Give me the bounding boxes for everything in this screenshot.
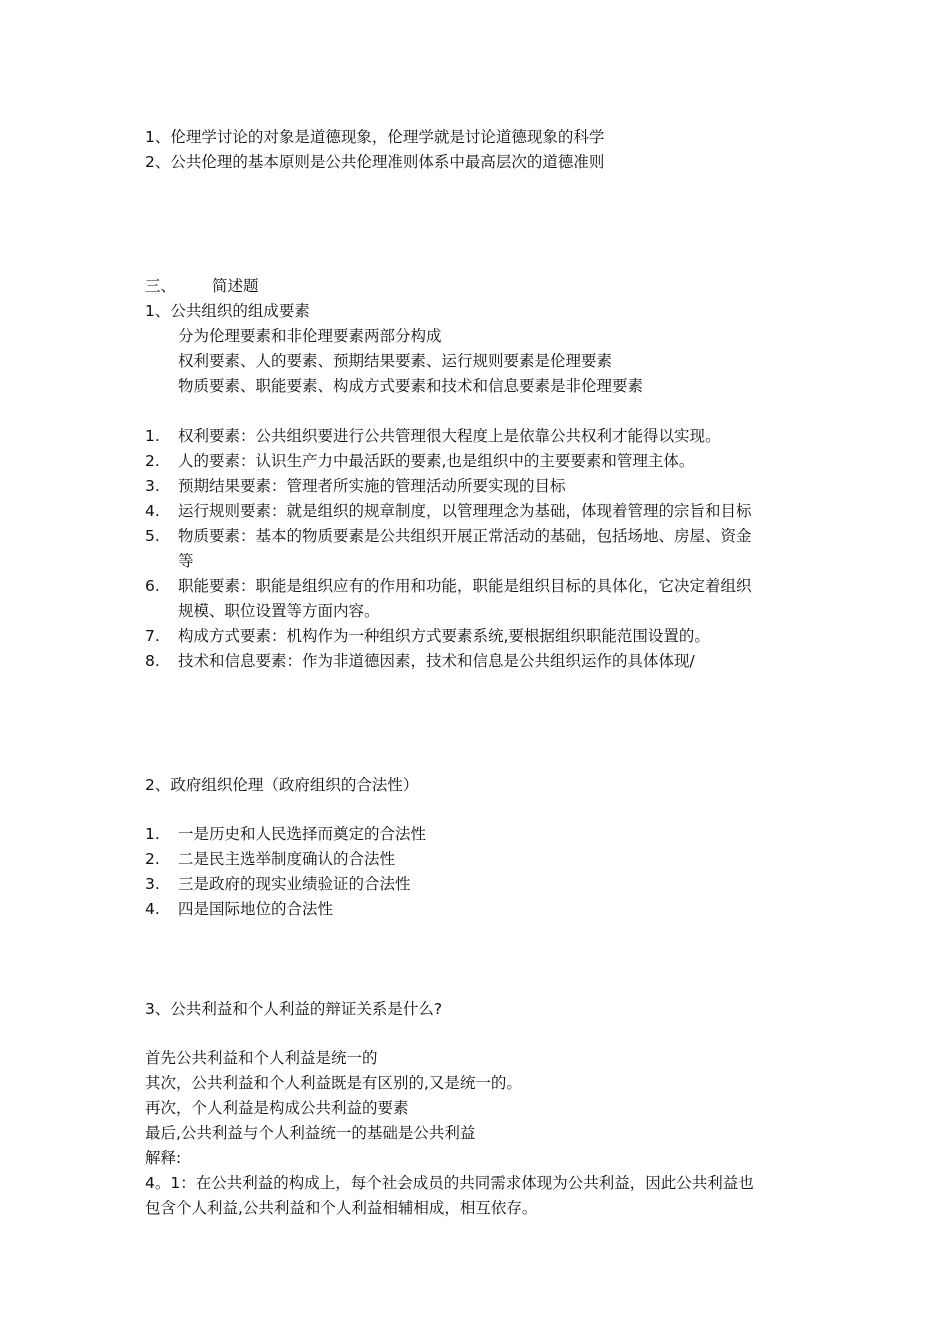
section-number: 三、 — [145, 277, 177, 295]
list-number: 7. — [145, 627, 160, 645]
list-item-continuation: 规模、职位设置等方面内容。 — [178, 602, 380, 620]
list-number: 2. — [145, 850, 160, 868]
list-number: 5. — [145, 527, 160, 545]
answer-line: 包含个人利益,公共利益和个人利益相辅相成，相互依存。 — [145, 1199, 538, 1217]
list-item: 三是政府的现实业绩验证的合法性 — [178, 875, 411, 893]
list-item: 一是历史和人民选择而奠定的合法性 — [178, 825, 427, 843]
statement-1: 1、伦理学讨论的对象是道德现象，伦理学就是讨论道德现象的科学 — [145, 128, 605, 146]
answer-line: 解释: — [145, 1149, 182, 1167]
list-item: 职能要素：职能是组织应有的作用和功能，职能是组织目标的具体化，它决定着组织 — [178, 577, 752, 595]
list-item: 运行规则要素：就是组织的规章制度，以管理理念为基础，体现着管理的宗旨和目标 — [178, 502, 752, 520]
question-1-title: 1、公共组织的组成要素 — [145, 302, 310, 320]
q1-summary-line: 分为伦理要素和非伦理要素两部分构成 — [178, 327, 442, 345]
answer-line: 首先公共利益和个人利益是统一的 — [145, 1049, 378, 1067]
list-item: 物质要素：基本的物质要素是公共组织开展正常活动的基础，包括场地、房屋、资金 — [178, 527, 752, 545]
list-number: 6. — [145, 577, 160, 595]
list-item: 人的要素：认识生产力中最活跃的要素,也是组织中的主要要素和管理主体。 — [178, 452, 695, 470]
list-item: 技术和信息要素：作为非道德因素，技术和信息是公共组织运作的具体体现/ — [178, 652, 695, 670]
list-item: 构成方式要素：机构作为一种组织方式要素系统,要根据组织职能范围设置的。 — [178, 627, 710, 645]
list-number: 3. — [145, 875, 160, 893]
answer-line: 再次，个人利益是构成公共利益的要素 — [145, 1099, 409, 1117]
list-item: 二是民主选举制度确认的合法性 — [178, 850, 396, 868]
section-title: 简述题 — [212, 277, 259, 295]
list-number: 4. — [145, 900, 160, 918]
list-number: 4. — [145, 502, 160, 520]
list-item: 预期结果要素：管理者所实施的管理活动所要实现的目标 — [178, 477, 566, 495]
list-number: 3. — [145, 477, 160, 495]
question-3-title: 3、公共利益和个人利益的辩证关系是什么? — [145, 1000, 443, 1018]
list-number: 1. — [145, 825, 160, 843]
list-number: 2. — [145, 452, 160, 470]
list-item: 四是国际地位的合法性 — [178, 900, 334, 918]
q1-summary-line: 权利要素、人的要素、预期结果要素、运行规则要素是伦理要素 — [178, 352, 613, 370]
q1-summary-line: 物质要素、职能要素、构成方式要素和技术和信息要素是非伦理要素 — [178, 377, 644, 395]
answer-line: 最后,公共利益与个人利益统一的基础是公共利益 — [145, 1124, 476, 1142]
answer-line: 其次，公共利益和个人利益既是有区别的,又是统一的。 — [145, 1074, 522, 1092]
answer-line: 4。1：在公共利益的构成上，每个社会成员的共同需求体现为公共利益，因此公共利益也 — [145, 1174, 754, 1192]
list-number: 1. — [145, 427, 160, 445]
question-2-title: 2、政府组织伦理（政府组织的合法性） — [145, 776, 419, 794]
list-number: 8. — [145, 652, 160, 670]
list-item-continuation: 等 — [178, 552, 194, 570]
list-item: 权利要素：公共组织要进行公共管理很大程度上是依靠公共权利才能得以实现。 — [178, 427, 721, 445]
statement-2: 2、公共伦理的基本原则是公共伦理准则体系中最高层次的道德准则 — [145, 153, 605, 171]
